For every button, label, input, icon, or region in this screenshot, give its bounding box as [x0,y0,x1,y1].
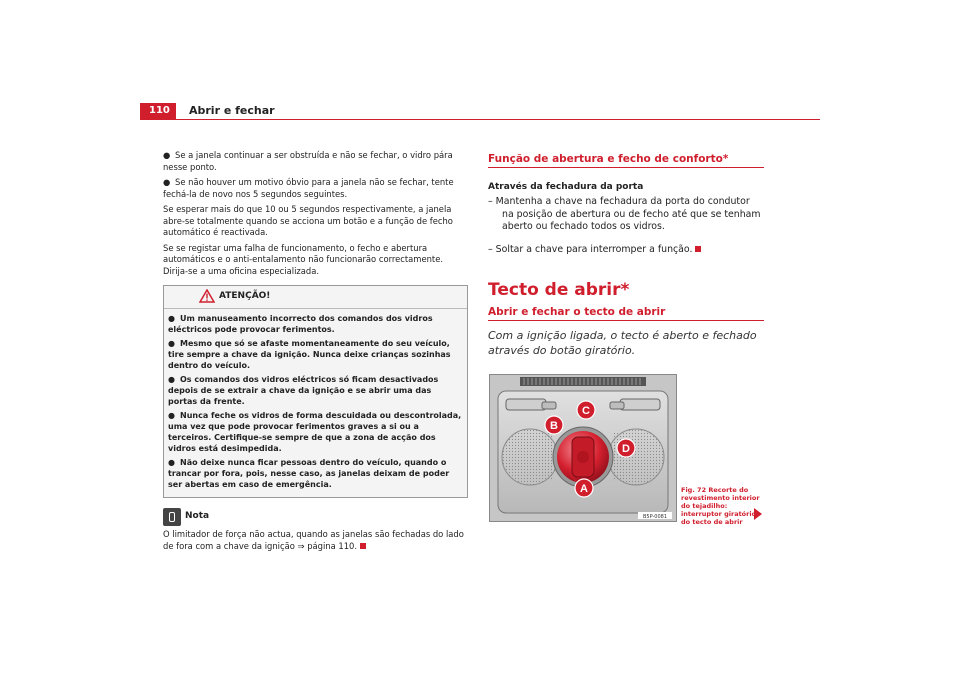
note-text-paragraph [163,529,468,552]
right-column [488,150,764,358]
bullet-icon: ● [163,150,171,160]
warning-item: ● Nunca feche os vidros de forma descuidada ou descontrolada, uma vez que pode provocar ferimentos graves a si ou a terceiros. Certifique-se sempre de que a zona de acção dos vidros está desimpedida. [168,411,462,453]
running-title: Abrir e fechar [189,104,275,117]
body-paragraph-1: Se esperar mais do que 10 ou 5 segundos respectivamente, a janela abre-se totalmente quando se acciona um botão e a função de fecho automático é reactivada. [163,204,453,237]
page-number: 110 [140,103,176,119]
label-a: A [580,483,588,495]
note-icon [163,508,181,526]
warning-item: ● Os comandos dos vidros eléctricos só ficam desactivados depois de se extrair a chave da ignição e se abrir uma das portas da frente. [168,375,439,406]
label-b: B [550,420,558,432]
warning-title: ATENÇÃO! [219,291,271,301]
figure-caption: Fig. 72 Recorte do revestimento interior do tejadilho: interruptor giratório do tecto de abrir [681,486,760,526]
warning-box [163,285,468,498]
warning-triangle-icon [199,289,215,303]
left-column [163,150,468,556]
lead-paragraph: Com a ignição ligada, o tecto é aberto e fechado através do botão giratório. [488,329,757,357]
bullet-paragraph-1 [163,150,468,173]
warning-item: ● Um manuseamento incorrecto dos comandos dos vidros eléctricos pode provocar ferimentos. [168,314,433,334]
subsection-title: Através da fechadura da porta [488,182,644,192]
body-paragraph-2: Se se registar uma falha de funcionamento, o fecho e abertura automáticos e o anti-entalamento não funcionarão correctamente. Dirija-se a uma oficina especializada. [163,242,444,276]
bullet-text: Se a janela continuar a ser obstruída e não se fechar, o vidro pára nesse ponto. [163,150,453,172]
end-mark-icon [695,246,701,252]
bullet-icon: ● [168,314,175,323]
label-d: D [622,443,630,455]
bullet-icon: ● [168,375,175,384]
bullet-icon: ● [168,339,175,348]
figure-code: B5P-0081 [642,514,668,520]
step-2 [488,244,764,257]
step-1: – Mantenha a chave na fechadura da porta do condutor na posição de abertura ou de fecho até que se tenham aberto ou fechado todos os vidros. [488,196,761,232]
note-text: O limitador de força não actua, quando as janelas são fechadas do lado de fora com a chave da ignição ⇒ página 110. [163,529,464,551]
sunroof-switch-figure [489,374,677,522]
warning-item: ● Não deixe nunca ficar pessoas dentro do veículo, quando o trancar por fora, pois, nesse caso, as janelas deixam de poder ser abertas em caso de emergência. [168,458,450,489]
bullet-icon: ● [168,411,175,420]
section-title-comfort: Função de abertura e fecho de conforto* [488,153,764,168]
sunroof-switch-illustration [490,375,676,521]
header-rule [140,119,820,120]
warning-item: ● Mesmo que só se afaste momentaneamente do seu veículo, tire sempre a chave da ignição. Nunca deixe crianças sozinhas dentro do veículo. [168,339,451,370]
step-2-text: – Soltar a chave para interromper a função. [488,243,693,255]
chapter-title: Tecto de abrir* [488,280,630,300]
bullet-icon: ● [163,177,171,187]
next-page-arrow-icon [754,508,762,520]
label-c: C [582,405,590,417]
bullet-icon: ● [168,458,175,467]
note-title: Nota [185,511,210,522]
end-mark-icon [360,543,366,549]
note-block [163,508,468,552]
warning-header [164,286,467,309]
bullet-text: Se não houver um motivo óbvio para a janela não se fechar, tente fechá-la de novo nos 5 segundos seguintes. [163,177,454,199]
section-title-sunroof: Abrir e fechar o tecto de abrir [488,306,764,321]
bullet-paragraph-2 [163,177,468,200]
